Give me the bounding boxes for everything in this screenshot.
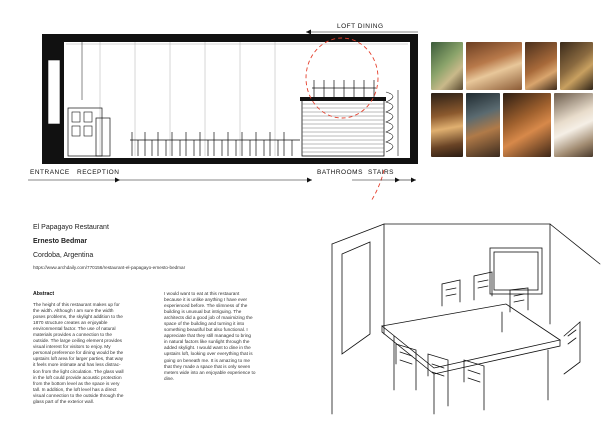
loft-perspective-sketch	[324, 214, 609, 426]
loft-dining-label: LOFT DINING	[337, 23, 384, 30]
source-link[interactable]: https://www.archdaily.com/770156/restaurant-el-papagayo-ernesto-bedmar	[33, 265, 186, 270]
photo-7	[503, 93, 551, 157]
photo-8	[554, 93, 593, 157]
photo-1	[431, 42, 463, 90]
architect-name: Ernesto Bedmar	[33, 238, 88, 245]
photo-4	[560, 42, 593, 90]
project-location: Cordoba, Argentina	[33, 252, 94, 259]
photo-5	[431, 93, 463, 157]
stairs-label: STAIRS	[368, 169, 394, 176]
abstract-heading: Abstract	[33, 291, 55, 297]
photo-2	[466, 42, 522, 90]
entrance-label: ENTRANCE	[30, 169, 70, 176]
abstract-column-2: I would want to eat at this restaurant because it is unlike anything I have ever experienced before. The slimness of the building is unusual but intriguing. The architects did a good job of maximizing the space of the building and turning it into something beautiful but also functional. I appreciate that they still managed to bring in natural factors like sunlight through the added skylight. I would want to dine in the upstairs loft, looking over everything that is going on beneath me. It is amazing to me that they made a space that is only seven meters wide into an enjoyable experience to dine.	[164, 291, 256, 381]
bathrooms-label: BATHROOMS	[317, 169, 363, 176]
project-title: El Papagayo Restaurant	[33, 224, 109, 231]
reception-label: RECEPTION	[77, 169, 120, 176]
abstract-column-1: The height of this restaurant makes up for the width. Although I am sure the width poses problems, the skylight addition to the 1870 structure creates an enjoyable environmental factor. The use of natural materials provides a connection to the outside. The large ceiling element provides visual interest for visitors to enjoy. My personal preference for dining would be the upstairs loft area for larger parties, that way it feels more intimate and has less distrac- tion from the light circulation. The glass wall in the loft could provide acoustic protection from the bottom level as the space is very tall. In addition, the loft level has a direct visual connection to the outside through the glass part of the exterior wall.	[33, 302, 124, 404]
photo-6	[466, 93, 500, 157]
photo-3	[525, 42, 557, 90]
